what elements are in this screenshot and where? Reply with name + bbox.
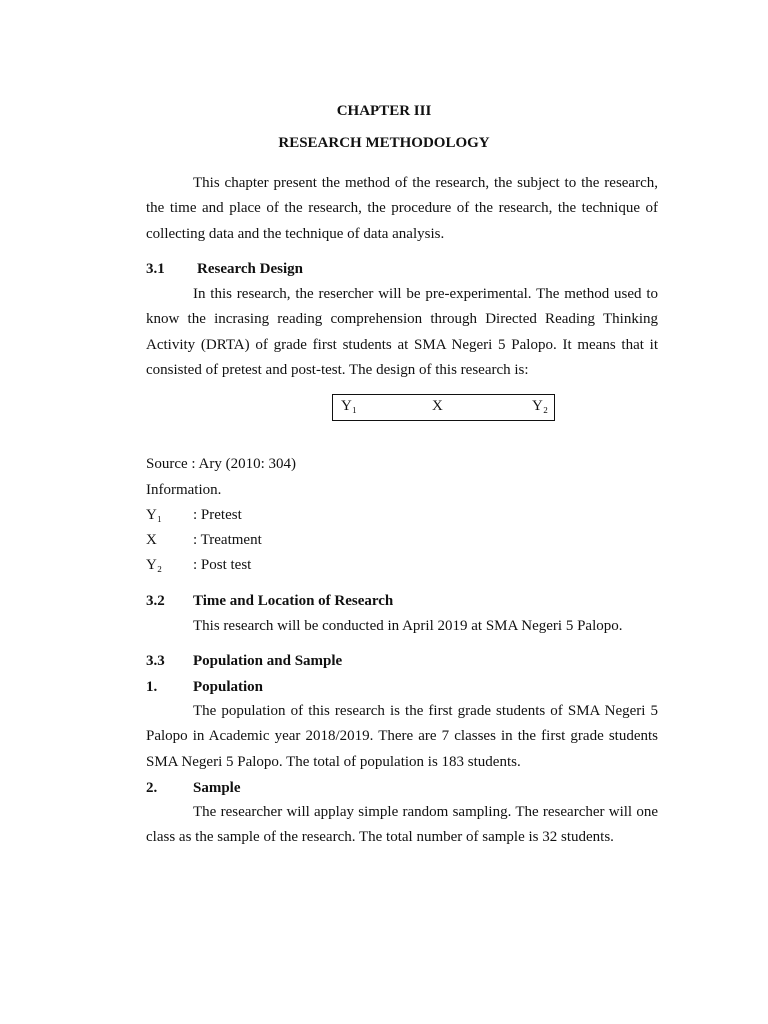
design-treatment-symbol: X: [432, 398, 443, 414]
section-3-3-title: Population and Sample: [193, 653, 343, 669]
population-body: The population of this research is the first grade students of SMA Negeri 5 Palopo in Academic year 2018/2019. There are 7 classes in the first grade students SMA Negeri 5 Palopo. The total of population is 183 students.: [146, 703, 658, 770]
section-3-1-number: 3.1: [146, 261, 165, 277]
population-title: Population: [193, 679, 264, 695]
section-3-1-body: In this research, the resercher will be pre-experimental. The method used to know the incrasing reading comprehension through Directed Reading Thinking Activity (DRTA) of grade first students at SMA Negeri 5 Palopo. It means that it consisted of pretest and post-test. The design of this research is:: [146, 286, 658, 378]
design-source: Source : Ary (2010: 304): [146, 456, 296, 472]
legend-symbol: X: [146, 532, 157, 548]
legend-description: : Post test: [193, 557, 252, 573]
legend-description: : Treatment: [193, 532, 262, 548]
section-3-3-number: 3.3: [146, 653, 165, 669]
information-label: Information.: [146, 482, 222, 498]
chapter-number: CHAPTER III: [336, 103, 432, 119]
legend-description: : Pretest: [193, 507, 242, 523]
chapter-title: RESEARCH METHODOLOGY: [278, 135, 490, 151]
sample-number: 2.: [146, 780, 158, 796]
sample-body: The researcher will applay simple random sampling. The researcher will one class as the sample of the research. The total number of sample is 32 students.: [146, 804, 658, 846]
section-3-2-number: 3.2: [146, 593, 165, 609]
section-3-1-title: Research Design: [197, 261, 303, 277]
design-posttest-symbol: Y₂: [532, 398, 549, 414]
legend-symbol: Y₁: [146, 507, 163, 523]
population-number: 1.: [146, 679, 158, 695]
sample-title: Sample: [193, 780, 241, 796]
section-3-2-title: Time and Location of Research: [193, 593, 394, 609]
legend-symbol: Y₂: [146, 557, 163, 573]
design-pretest-symbol: Y₁: [341, 398, 358, 414]
section-3-2-body: This research will be conducted in April 2019 at SMA Negeri 5 Palopo.: [193, 618, 623, 634]
intro-paragraph: This chapter present the method of the research, the subject to the research, the time and place of the research, the procedure of the research, the technique of collecting data and the technique of data analysis.: [146, 175, 658, 242]
research-design-box: [332, 394, 555, 421]
